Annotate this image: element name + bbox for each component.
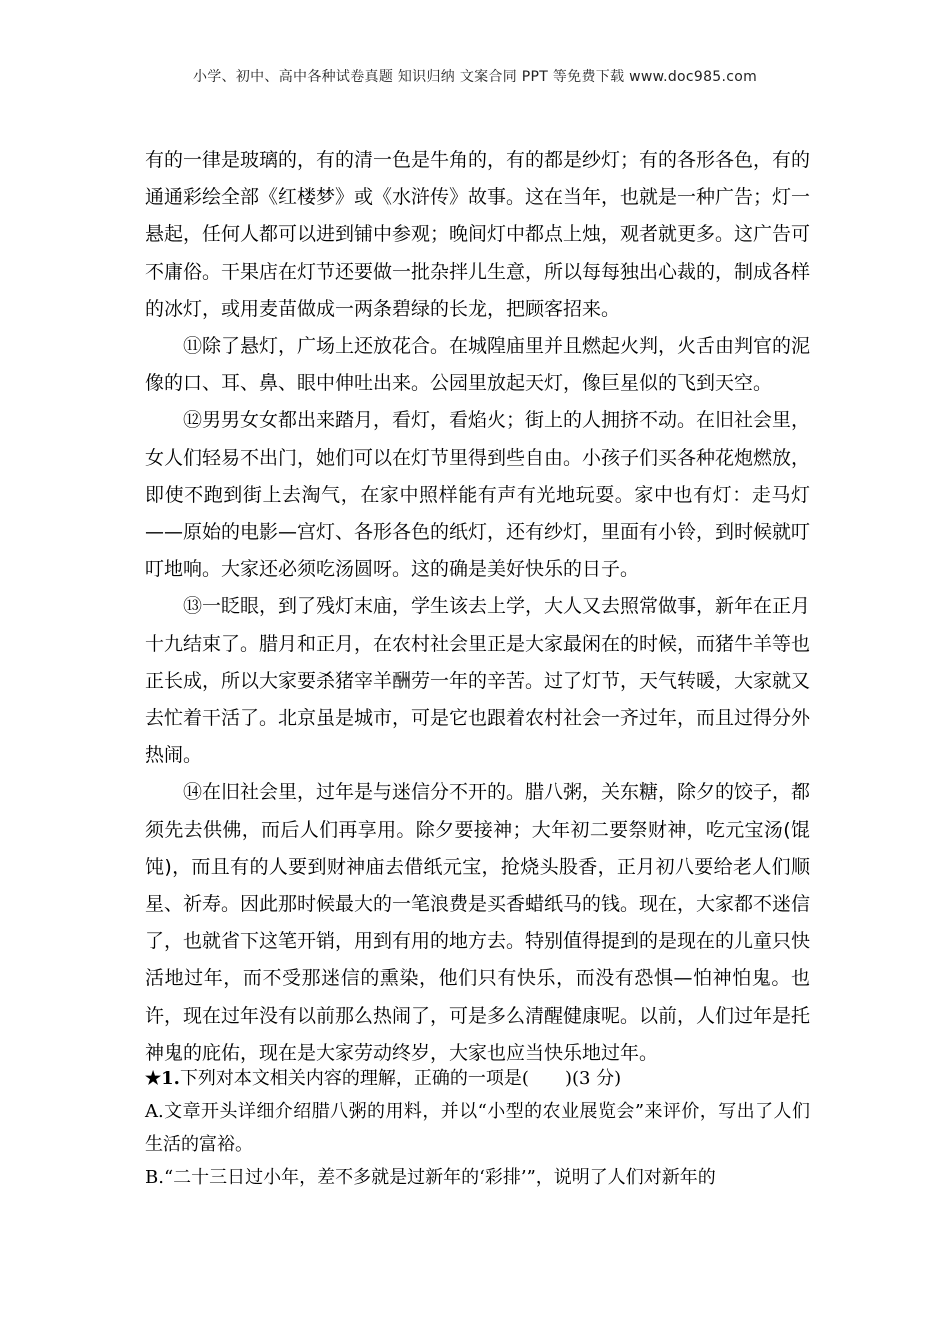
page-header: 小学、初中、高中各种试卷真题 知识归纳 文案合同 PPT 等免费下载 www.doc985.com (192, 69, 758, 85)
paragraph-12: ⑫男男女女都出来踏月，看灯，看焰火；街上的人拥挤不动。在旧社会里，女人们轻易不出门，她们可以在灯节里得到些自由。小孩子们买各种花炮燃放，即使不跑到街上去淘气，在家中照样能有声有光地玩耍。家中也有灯：走马灯——原始的电影—宫灯、各形各色的纸灯，还有纱灯，里面有小铃，到时候就叮叮地响。大家还必须吃汤圆呀。这的确是美好快乐的日子。 (145, 409, 811, 581)
question-stem-text: 下列对本文相关内容的理解，正确的一项是( )(3 分) (179, 1068, 622, 1089)
paragraph-continued: 有的一律是玻璃的，有的清一色是牛角的，有的都是纱灯；有的各形各色，有的通通彩绘全部《红楼梦》或《水浒传》故事。这在当年，也就是一种广告；灯一悬起，任何人都可以进到铺中参观；晚间灯中都点上烛，观者就更多。这广告可不庸俗。干果店在灯节还要做一批杂拌儿生意，所以每每独出心裁的，制成各样的冰灯，或用麦苗做成一两条碧绿的长龙，把顾客招来。 (145, 149, 811, 320)
question-number: ★1. (145, 1068, 180, 1089)
option-a: A.文章开头详细介绍腊八粥的用料，并以“小型的农业展览会”来评价，写出了人们生活的富裕。 (145, 1101, 810, 1155)
question-block (145, 1062, 810, 1194)
question-stem (145, 1062, 810, 1095)
option-b: B.“二十三日过小年，差不多就是过新年的‘彩排’”，说明了人们对新年的 (145, 1167, 716, 1188)
paragraph-13: ⑬一眨眼，到了残灯末庙，学生该去上学，大人又去照常做事，新年在正月十九结束了。腊月和正月，在农村社会里正是大家最闲在的时候，而猪牛羊等也正长成，所以大家要杀猪宰羊酬劳一年的辛苦。过了灯节，天气转暖，大家就又去忙着干活了。北京虽是城市，可是它也跟着农村社会一齐过年，而且过得分外热闹。 (145, 595, 811, 767)
paragraph-11: ⑪除了悬灯，广场上还放花合。在城隍庙里并且燃起火判，火舌由判官的泥像的口、耳、鼻、眼中伸吐出来。公园里放起天灯，像巨星似的飞到天空。 (145, 335, 811, 395)
paragraph-14: ⑭在旧社会里，过年是与迷信分不开的。腊八粥，关东糖，除夕的饺子，都须先去供佛，而后人们再享用。除夕要接神；大年初二要祭财神，吃元宝汤(馄饨)，而且有的人要到财神庙去借纸元宝，抢烧头股香，正月初八要给老人们顺星、祈寿。因此那时候最大的一笔浪费是买香蜡纸马的钱。现在，大家都不迷信了，也就省下这笔开销，用到有用的地方去。特别值得提到的是现在的儿童只快活地过年，而不受那迷信的熏染，他们只有快乐，而没有恐惧—怕神怕鬼。也许，现在过年没有以前那么热闹了，可是多么清醒健康呢。以前，人们过年是托神鬼的庇佑，现在是大家劳动终岁，大家也应当快乐地过年。 (145, 781, 811, 1064)
article-body (145, 142, 810, 1072)
